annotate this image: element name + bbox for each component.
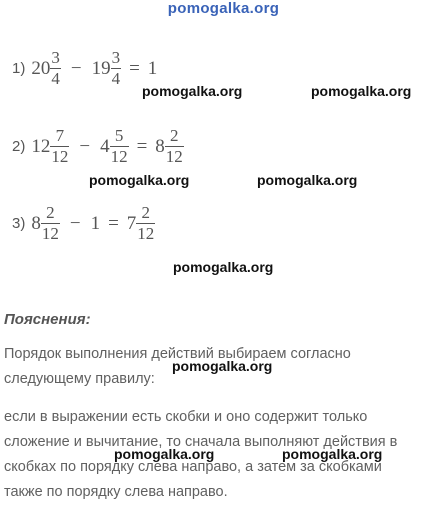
paragraph-line: следующему правилу: bbox=[4, 371, 155, 387]
whole-number: 1 bbox=[90, 212, 101, 234]
paragraph-line: если в выражении есть скобки и оно содержит только bbox=[4, 409, 368, 425]
result: 1 bbox=[147, 57, 158, 79]
whole-number: 19 bbox=[91, 57, 111, 79]
numerator: 2 bbox=[170, 126, 179, 145]
denominator: 4 bbox=[111, 69, 121, 88]
numerator: 2 bbox=[46, 203, 55, 222]
numerator: 3 bbox=[111, 48, 121, 67]
equation-index: 3) bbox=[12, 215, 26, 232]
denominator: 12 bbox=[110, 147, 128, 166]
fraction bbox=[111, 48, 122, 89]
fraction bbox=[41, 203, 60, 244]
denominator: 4 bbox=[51, 69, 60, 88]
watermark: pomogalka.org bbox=[257, 172, 358, 188]
equation-3 bbox=[12, 203, 155, 244]
minus-operator: − bbox=[69, 212, 81, 234]
denominator: 12 bbox=[137, 224, 155, 243]
equals-operator: = bbox=[129, 57, 140, 79]
minus-operator: − bbox=[79, 135, 91, 157]
fraction bbox=[110, 126, 129, 167]
watermark: pomogalka.org bbox=[142, 83, 243, 99]
equation-2 bbox=[12, 126, 184, 167]
numerator: 7 bbox=[55, 126, 65, 145]
fraction bbox=[50, 48, 61, 89]
whole-number: 12 bbox=[31, 135, 51, 157]
denominator: 12 bbox=[51, 147, 69, 166]
watermark: pomogalka.org bbox=[114, 446, 215, 462]
watermark: pomogalka.org bbox=[173, 259, 274, 275]
watermark: pomogalka.org bbox=[282, 446, 383, 462]
watermark: pomogalka.org bbox=[172, 358, 273, 374]
watermark: pomogalka.org bbox=[311, 83, 412, 99]
numerator: 2 bbox=[141, 203, 151, 222]
equals-operator: = bbox=[108, 212, 119, 234]
whole-number: 4 bbox=[100, 135, 110, 157]
numerator: 5 bbox=[114, 126, 124, 145]
site-logo[interactable]: pomogalka.org bbox=[167, 0, 280, 17]
denominator: 12 bbox=[165, 147, 183, 166]
watermark: pomogalka.org bbox=[89, 172, 190, 188]
fraction bbox=[50, 126, 69, 167]
whole-number: 20 bbox=[31, 57, 51, 79]
whole-number: 7 bbox=[126, 212, 137, 234]
fraction bbox=[165, 126, 184, 167]
numerator: 3 bbox=[51, 48, 60, 67]
whole-number: 8 bbox=[155, 135, 165, 157]
paragraph-line: также по порядку слева направо. bbox=[4, 484, 228, 500]
paragraph-line: скобках по порядку слева направо, а затем за скобками bbox=[4, 459, 382, 475]
whole-number: 8 bbox=[31, 212, 41, 234]
equals-operator: = bbox=[136, 135, 148, 157]
paragraph-line: сложение и вычитание, то сначала выполняют действия в bbox=[4, 434, 398, 450]
explanation-paragraph-2 bbox=[4, 405, 444, 505]
explanation-title: Пояснения: bbox=[4, 311, 91, 328]
fraction bbox=[136, 203, 155, 244]
explanation-paragraph-1 bbox=[4, 342, 444, 392]
denominator: 12 bbox=[41, 224, 59, 243]
paragraph-line: Порядок выполнения действий выбираем согласно bbox=[4, 346, 351, 362]
equation-1 bbox=[12, 48, 157, 89]
equation-index: 1) bbox=[12, 60, 26, 77]
equation-index: 2) bbox=[12, 138, 26, 155]
minus-operator: − bbox=[70, 57, 82, 79]
